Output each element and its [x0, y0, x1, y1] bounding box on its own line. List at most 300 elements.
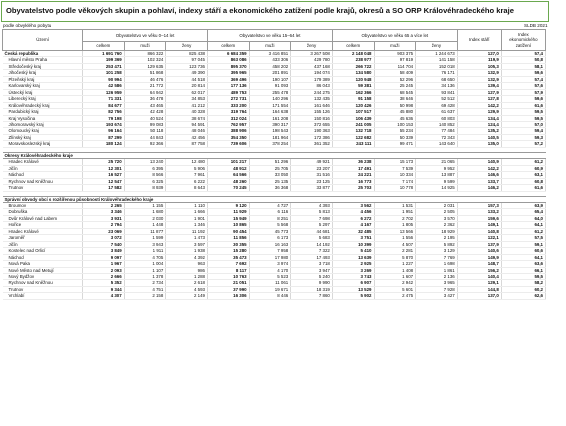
value-cell: 6 907 [332, 280, 374, 286]
value-cell: 14 925 [416, 185, 458, 191]
value-cell: 59,5 [501, 273, 545, 279]
value-cell: 17 582 [83, 185, 125, 191]
header-sub: ženy [416, 42, 458, 51]
value-cell: 57,2 [501, 141, 545, 147]
value-cell: 59,5 [501, 115, 545, 121]
value-cell: 3 965 [416, 280, 458, 286]
value-cell: 369 496 [207, 76, 249, 82]
value-cell: 143 640 [416, 141, 458, 147]
value-cell: 77 484 [416, 128, 458, 134]
value-cell: 5 410 [332, 248, 374, 254]
value-cell: 171 554 [249, 102, 291, 108]
value-cell: 25 245 [374, 83, 416, 89]
value-cell: 139,4 [457, 83, 501, 89]
value-cell: 7 540 [83, 241, 125, 247]
value-cell: 333 200 [207, 102, 249, 108]
value-cell: 1 378 [124, 273, 166, 279]
value-cell: 354 350 [207, 134, 249, 140]
header-row-groups [3, 30, 546, 42]
value-cell: 134 580 [332, 70, 374, 76]
value-cell: 40 524 [124, 115, 166, 121]
value-cell: 142,2 [457, 102, 501, 108]
value-cell: 9 120 [207, 202, 249, 208]
value-cell: 60,9 [501, 165, 545, 171]
value-cell: 12 301 [83, 165, 125, 171]
value-cell: 36 238 [332, 159, 374, 165]
row-label: Kostelec nad Orlicí [3, 248, 83, 254]
value-cell: 84 677 [83, 102, 125, 108]
header-index-econ: Index ekonomického zatížení [501, 30, 545, 51]
value-cell: 57,5 [501, 235, 545, 241]
value-cell: 5 906 [166, 165, 208, 171]
value-cell: 4 167 [332, 222, 374, 228]
value-cell: 60 803 [416, 115, 458, 121]
value-cell: 37 990 [207, 286, 249, 292]
value-cell: 140 852 [416, 121, 458, 127]
row-label: Nová Paka [3, 261, 83, 267]
value-cell: 6 116 [249, 209, 291, 215]
row-label: Rychnov nad Kněžnou [3, 280, 83, 286]
value-cell: 3 751 [332, 235, 374, 241]
value-cell: 21 065 [416, 159, 458, 165]
value-cell: 9 952 [416, 165, 458, 171]
value-cell: 140,5 [457, 134, 501, 140]
value-cell: 30 355 [207, 241, 249, 247]
row-label: Jičín [3, 165, 83, 171]
value-cell: 3 931 [83, 215, 125, 221]
row-label: Vrchlabí [3, 293, 83, 299]
value-cell: 50,8 [501, 57, 545, 63]
value-cell: 903 375 [374, 51, 416, 57]
value-cell: 395 965 [207, 70, 249, 76]
value-cell: 45 880 [374, 109, 416, 115]
value-cell: 137,9 [457, 241, 501, 247]
value-cell: 164 638 [249, 109, 291, 115]
value-cell: 161 208 [249, 115, 291, 121]
header-sub: celkem [332, 42, 374, 51]
value-cell: 100 153 [374, 121, 416, 127]
value-cell: 8 939 [124, 185, 166, 191]
value-cell: 17 491 [332, 165, 374, 171]
value-cell: 132,9 [457, 76, 501, 82]
value-cell: 1 448 [124, 222, 166, 228]
row-label: Plzeňský kraj [3, 76, 83, 82]
value-cell: 3 597 [166, 241, 208, 247]
value-cell: 429 780 [291, 57, 333, 63]
value-cell: 7 860 [291, 293, 333, 299]
header-area: Území [3, 30, 83, 51]
value-cell: 132,9 [457, 70, 501, 76]
value-cell: 41 212 [166, 102, 208, 108]
value-cell: 90 994 [83, 76, 125, 82]
value-cell: 127,8 [457, 96, 501, 102]
row-label: Nové Město nad Metují [3, 267, 83, 273]
value-cell: 49 921 [291, 159, 333, 165]
row-label: Olomoucký kraj [3, 128, 83, 134]
value-cell: 79 198 [83, 115, 125, 121]
value-cell: 179 389 [291, 76, 333, 82]
value-cell: 91 093 [249, 83, 291, 89]
value-cell: 135,0 [457, 141, 501, 147]
value-cell: 64,1 [501, 222, 545, 228]
value-cell: 63,9 [501, 202, 545, 208]
value-cell: 33 050 [249, 172, 291, 178]
value-cell: 272 731 [207, 96, 249, 102]
header-sub: celkem [207, 42, 249, 51]
value-cell: 2 158 [124, 293, 166, 299]
value-cell: 986 [166, 267, 208, 273]
value-cell: 25 703 [332, 185, 374, 191]
value-cell: 71 331 [83, 96, 125, 102]
value-cell: 1 244 673 [416, 51, 458, 57]
value-cell: 201 891 [249, 70, 291, 76]
value-cell: 61,6 [501, 102, 545, 108]
header-sub: ženy [291, 42, 333, 51]
value-cell: 126 959 [83, 89, 125, 95]
value-cell: 58,1 [501, 63, 545, 69]
value-cell: 1 408 [374, 267, 416, 273]
value-cell: 361 352 [291, 141, 333, 147]
table-row [3, 293, 546, 299]
value-cell: 162 366 [332, 89, 374, 95]
census-label: SLDB 2021 [524, 23, 548, 28]
value-cell: 15 949 [207, 215, 249, 221]
value-cell: 148,7 [457, 261, 501, 267]
value-cell: 129,9 [457, 109, 501, 115]
value-cell: 94 591 [166, 121, 208, 127]
header-group-15-64: Obyvatelstvo ve věku 15–64 let [207, 30, 332, 42]
header-sub: muži [249, 42, 291, 51]
value-cell: 25 135 [249, 178, 291, 184]
value-cell: 59,4 [501, 128, 545, 134]
value-cell: 42 428 [124, 109, 166, 115]
value-cell: 48 912 [207, 165, 249, 171]
row-label: Dvůr Králové nad Labem [3, 215, 83, 221]
value-cell: 61,2 [501, 159, 545, 165]
value-cell: 127,9 [457, 89, 501, 95]
value-cell: 2 475 [374, 293, 416, 299]
value-cell: 2 942 [374, 280, 416, 286]
value-cell: 62,6 [501, 293, 545, 299]
value-cell: 372 655 [291, 121, 333, 127]
value-cell: 11 061 [249, 280, 291, 286]
row-label: Náchod [3, 172, 83, 178]
value-cell: 1 473 [166, 235, 208, 241]
value-cell: 1 691 760 [83, 51, 125, 57]
value-cell: 1 599 [124, 235, 166, 241]
value-cell: 1 155 [124, 202, 166, 208]
value-cell: 40 328 [166, 109, 208, 115]
value-cell: 1 666 [166, 209, 208, 215]
value-cell: 1 110 [166, 202, 208, 208]
value-cell: 119,9 [457, 57, 501, 63]
value-cell: 4 727 [249, 202, 291, 208]
value-cell: 12 480 [166, 159, 208, 165]
value-cell: 489 753 [207, 89, 249, 95]
value-cell: 3 743 [332, 273, 374, 279]
value-cell: 8 251 [249, 215, 291, 221]
value-cell: 7 322 [291, 248, 333, 254]
value-cell: 11 929 [207, 209, 249, 215]
row-label: Pardubický kraj [3, 109, 83, 115]
value-cell: 11 877 [124, 228, 166, 234]
row-label: Hořice [3, 222, 83, 228]
value-cell: 48 046 [166, 128, 208, 134]
value-cell: 44 843 [124, 134, 166, 140]
value-cell: 3 267 508 [291, 51, 333, 57]
row-label: Liberecký kraj [3, 96, 83, 102]
value-cell: 1 531 [374, 202, 416, 208]
value-cell: 10 334 [374, 172, 416, 178]
value-cell: 61,2 [501, 228, 545, 234]
value-cell: 5 902 [332, 293, 374, 299]
value-cell: 134,4 [457, 115, 501, 121]
value-cell: 25 720 [83, 159, 125, 165]
value-cell: 9 990 [291, 280, 333, 286]
value-cell: 895 370 [207, 63, 249, 69]
value-cell: 142,2 [457, 165, 501, 171]
value-cell: 133,2 [457, 209, 501, 215]
value-cell: 146,6 [457, 172, 501, 178]
value-cell: 16 527 [83, 172, 125, 178]
value-cell: 1 004 [124, 261, 166, 267]
value-cell: 50 118 [124, 128, 166, 134]
value-cell: 437 168 [291, 63, 333, 69]
value-cell: 122 682 [332, 134, 374, 140]
value-cell: 3 427 [416, 293, 458, 299]
value-cell: 64 942 [124, 89, 166, 95]
value-cell: 15 173 [374, 159, 416, 165]
row-label: Trutnov [3, 185, 83, 191]
value-cell: 8 566 [124, 172, 166, 178]
value-cell: 20 814 [166, 83, 208, 89]
row-label: Náchod [3, 254, 83, 260]
value-cell: 44 518 [166, 76, 208, 82]
value-cell: 140,9 [457, 159, 501, 165]
value-cell: 180 124 [83, 141, 125, 147]
value-cell: 3 718 [291, 261, 333, 267]
value-cell: 4 705 [124, 254, 166, 260]
value-cell: 3 974 [249, 261, 291, 267]
value-cell: 44 681 [291, 228, 333, 234]
value-cell: 66,1 [501, 267, 545, 273]
value-cell: 2 195 [416, 235, 458, 241]
header-sub: muži [124, 42, 166, 51]
value-cell: 57,0 [501, 121, 545, 127]
value-cell: 92 366 [124, 141, 166, 147]
page-title: Obyvatelstvo podle věkových skupin a pohlaví, indexy stáří a ekonomického zatížení podle krajů, okresů a SO ORP Královéhradeckého kraje [6, 6, 514, 15]
value-cell: 61,6 [501, 185, 545, 191]
value-cell: 140 296 [249, 96, 291, 102]
value-cell: 132 718 [332, 128, 374, 134]
row-label: Hlavní město Praha [3, 57, 83, 63]
value-cell: 43 465 [124, 102, 166, 108]
value-cell: 7 769 [416, 254, 458, 260]
header-sub: celkem [83, 42, 125, 51]
value-cell: 132 435 [291, 96, 333, 102]
value-cell: 190 363 [291, 128, 333, 134]
value-cell: 1 911 [124, 248, 166, 254]
value-cell: 193 674 [83, 121, 125, 127]
value-cell: 7 692 [207, 261, 249, 267]
value-cell: 13 887 [416, 172, 458, 178]
value-cell: 97 819 [374, 57, 416, 63]
value-cell: 58 409 [374, 70, 416, 76]
value-cell: 42 586 [83, 83, 125, 89]
value-cell: 2 093 [83, 267, 125, 273]
row-label: Jičín [3, 241, 83, 247]
value-cell: 86 043 [291, 83, 333, 89]
value-cell: 863 086 [207, 57, 249, 63]
value-cell: 91 158 [332, 96, 374, 102]
value-cell: 68 545 [374, 89, 416, 95]
value-cell: 159,6 [457, 215, 501, 221]
value-cell: 17 980 [249, 254, 291, 260]
header-index-age: Index stáří [457, 30, 501, 51]
value-cell: 65,4 [501, 209, 545, 215]
value-cell: 152 018 [416, 63, 458, 69]
value-cell: 42 456 [166, 134, 208, 140]
value-cell: 253 471 [83, 63, 125, 69]
row-label: Královéhradecký kraj [3, 102, 83, 108]
header-sub: muži [374, 42, 416, 51]
value-cell: 5 352 [83, 280, 125, 286]
value-cell: 4 507 [374, 241, 416, 247]
value-cell: 146,2 [457, 185, 501, 191]
value-cell: 2 281 [374, 248, 416, 254]
value-cell: 101 217 [207, 159, 249, 165]
value-cell: 4 751 [124, 286, 166, 292]
header-group-65plus: Obyvatelstvo ve věku 65 a více let [332, 30, 457, 42]
value-cell: 177 136 [207, 83, 249, 89]
value-cell: 31 516 [291, 172, 333, 178]
value-cell: 122,1 [457, 235, 501, 241]
value-cell: 2 031 [416, 202, 458, 208]
value-cell: 63,1 [501, 172, 545, 178]
value-cell: 21 772 [124, 83, 166, 89]
value-cell: 69 428 [416, 102, 458, 108]
section-title: Okresy Královéhradeckého kraje [3, 152, 546, 158]
value-cell: 6 272 [332, 215, 374, 221]
value-cell: 140,8 [457, 228, 501, 234]
value-cell: 1 107 [124, 267, 166, 273]
value-cell: 15 280 [207, 248, 249, 254]
value-cell: 5 892 [416, 241, 458, 247]
value-cell: 5 297 [291, 222, 333, 228]
value-cell: 7 928 [416, 286, 458, 292]
value-cell: 7 958 [249, 248, 291, 254]
value-cell: 99 083 [124, 121, 166, 127]
value-cell: 90 454 [207, 228, 249, 234]
value-cell: 13 566 [374, 228, 416, 234]
section-title: Správní obvody obcí s rozšířenou působností Královéhradeckého kraje [3, 196, 546, 202]
row-label: Jihomoravský kraj [3, 121, 83, 127]
value-cell: 93 841 [416, 89, 458, 95]
value-cell: 60,2 [501, 286, 545, 292]
value-cell: 10 399 [332, 241, 374, 247]
header-sub: ženy [166, 42, 208, 51]
value-cell: 18 319 [291, 286, 333, 292]
value-cell: 458 202 [249, 63, 291, 69]
value-cell: 137,0 [457, 293, 501, 299]
value-cell: 60,6 [501, 248, 545, 254]
value-cell: 59,5 [501, 109, 545, 115]
value-cell: 99 471 [374, 141, 416, 147]
value-cell: 129,1 [457, 280, 501, 286]
value-cell: 70 245 [207, 185, 249, 191]
row-label: Ústecký kraj [3, 89, 83, 95]
value-cell: 135,2 [457, 128, 501, 134]
value-cell: 68 650 [416, 76, 458, 82]
value-cell: 238 977 [332, 57, 374, 63]
value-cell: 2 136 [416, 273, 458, 279]
value-cell: 48 260 [207, 178, 249, 184]
value-cell: 114 704 [374, 63, 416, 69]
value-cell: 55 234 [374, 128, 416, 134]
value-cell: 129 635 [124, 63, 166, 69]
value-cell: 127,0 [457, 51, 501, 57]
value-cell: 319 764 [207, 109, 249, 115]
value-cell: 59 381 [332, 83, 374, 89]
value-cell: 255 478 [249, 89, 291, 95]
value-cell: 60,8 [501, 178, 545, 184]
value-cell: 390 317 [249, 121, 291, 127]
value-cell: 18 929 [416, 228, 458, 234]
value-cell: 1 607 [374, 273, 416, 279]
value-cell: 4 392 [166, 254, 208, 260]
value-cell: 3 947 [291, 267, 333, 273]
value-cell: 87 299 [83, 134, 125, 140]
value-cell: 198 543 [249, 128, 291, 134]
value-cell: 35 473 [207, 254, 249, 260]
value-cell: 63,6 [501, 261, 545, 267]
value-cell: 149,9 [457, 254, 501, 260]
value-cell: 172 386 [291, 134, 333, 140]
value-cell: 5 601 [374, 286, 416, 292]
row-label: Karlovarský kraj [3, 83, 83, 89]
value-cell: 6 325 [124, 178, 166, 184]
value-cell: 141 158 [416, 57, 458, 63]
value-cell: 2 505 [416, 209, 458, 215]
value-cell: 866 322 [124, 51, 166, 57]
header-group-0-14: Obyvatelstvo ve věku 0–14 let [83, 30, 208, 42]
value-cell: 3 943 [124, 241, 166, 247]
value-cell: 7 174 [374, 178, 416, 184]
value-cell: 36 368 [249, 185, 291, 191]
value-cell: 2 734 [124, 280, 166, 286]
value-cell: 1 967 [83, 261, 125, 267]
value-cell: 45 773 [249, 228, 291, 234]
title-box [1, 1, 549, 22]
value-cell: 57,4 [501, 76, 545, 82]
value-cell: 87 758 [166, 141, 208, 147]
value-cell: 190 107 [249, 76, 291, 82]
value-cell: 8 643 [166, 185, 208, 191]
value-cell: 1 861 [416, 267, 458, 273]
value-cell: 388 906 [207, 128, 249, 134]
value-cell: 32 485 [332, 228, 374, 234]
value-cell: 101 258 [83, 70, 125, 76]
value-cell: 266 722 [332, 63, 374, 69]
value-cell: 57,6 [501, 83, 545, 89]
value-cell: 1 556 [374, 235, 416, 241]
value-cell: 2 794 [83, 222, 125, 228]
value-cell: 11 856 [207, 235, 249, 241]
row-label: Jihočeský kraj [3, 70, 83, 76]
value-cell: 2 362 [416, 222, 458, 228]
value-cell: 3 849 [83, 248, 125, 254]
value-cell: 2 265 [83, 202, 125, 208]
